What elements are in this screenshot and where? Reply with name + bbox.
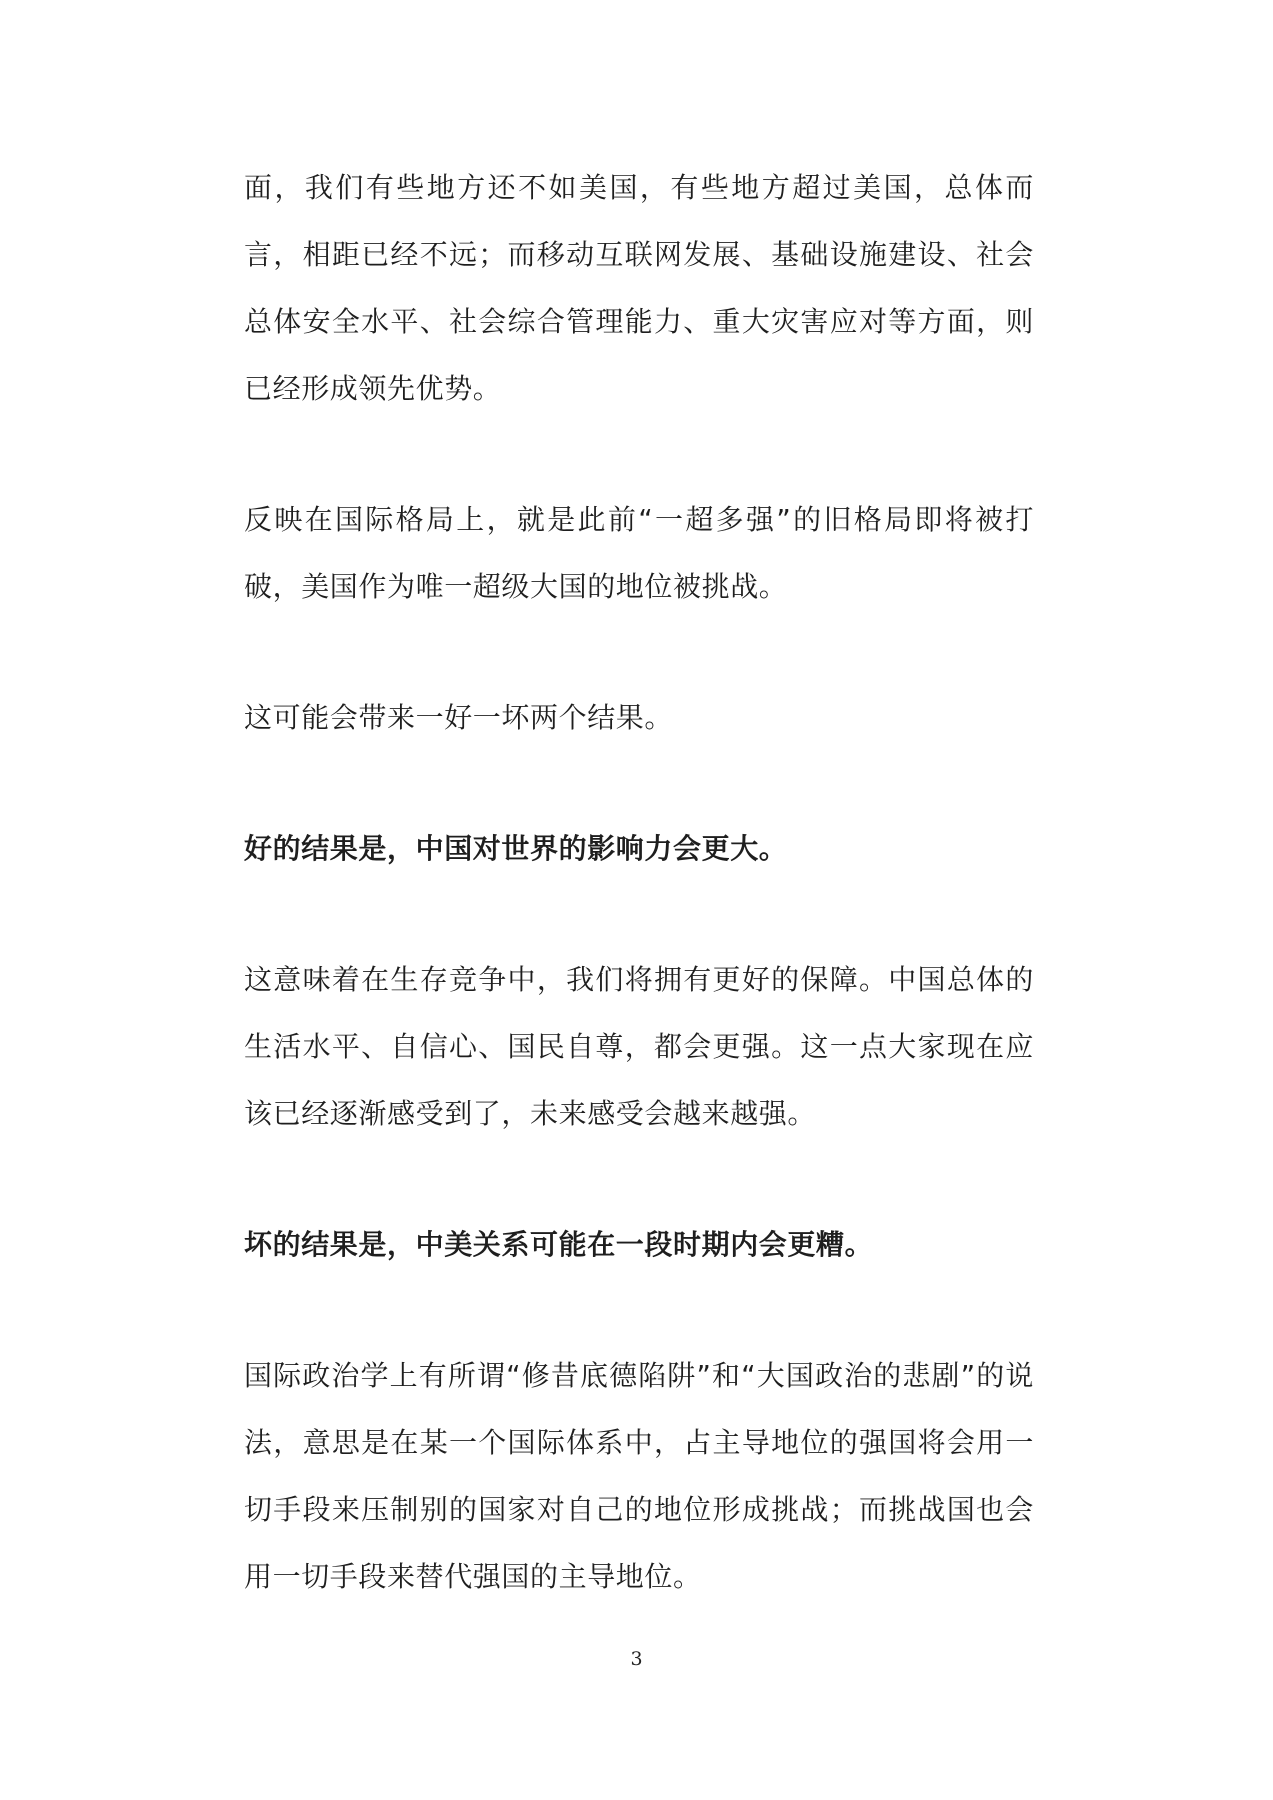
paragraph-6-bold: 坏的结果是，中美关系可能在一段时期内会更糟。 (244, 1228, 874, 1261)
paragraph-4-bold: 好的结果是，中国对世界的影响力会更大。 (244, 832, 788, 865)
paragraph-5: 这意味着在生存竞争中，我们将拥有更好的保障。中国总体的生活水平、自信心、国民自尊，都会更强。这一点大家现在应该已经逐渐感受到了，未来感受会越来越强。 (244, 963, 1034, 1130)
paragraph-1: 面，我们有些地方还不如美国，有些地方超过美国，总体而言，相距已经不远；而移动互联网发展、基础设施建设、社会总体安全水平、社会综合管理能力、重大灾害应对等方面，则已经形成领先优势。 (244, 171, 1034, 405)
body-text (244, 154, 1034, 1674)
paragraph-7: 国际政治学上有所谓“修昔底德陷阱”和“大国政治的悲剧”的说法，意思是在某一个国际体系中，占主导地位的强国将会用一切手段来压制别的国家对自己的地位形成挑战；而挑战国也会用一切手段来替代强国的主导地位。 (244, 1359, 1034, 1593)
paragraph-2: 反映在国际格局上，就是此前“一超多强”的旧格局即将被打破，美国作为唯一超级大国的地位被挑战。 (244, 503, 1034, 603)
page-number: 3 (630, 1648, 643, 1670)
paragraph-3: 这可能会带来一好一坏两个结果。 (244, 701, 674, 734)
